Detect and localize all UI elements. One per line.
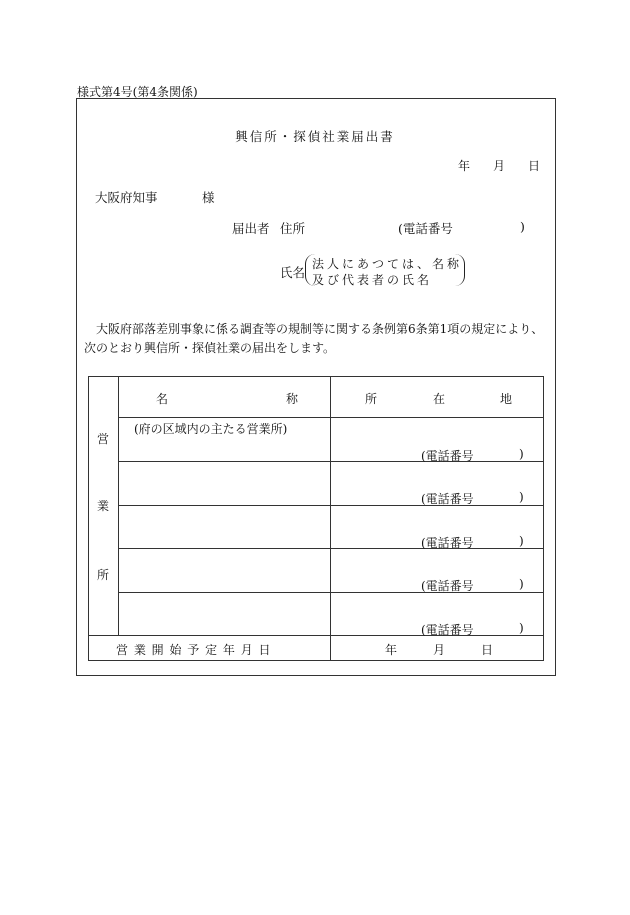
- side-label-char: 所: [97, 568, 110, 582]
- table-footer-divider: [88, 635, 544, 636]
- form-number-caption: 様式第4号(第4条関係): [77, 85, 198, 99]
- row-phone-label: (電話番号: [421, 579, 474, 593]
- start-month-label: 月: [433, 643, 446, 657]
- table-center-divider: [330, 376, 331, 661]
- name-note-line2: 及び代表者の氏名: [312, 273, 433, 287]
- addressee: 大阪府知事: [95, 190, 158, 205]
- start-day-label: 日: [481, 643, 494, 657]
- main-office-note: (府の区域内の主たる営業所): [134, 422, 288, 436]
- date-year-label: 年: [458, 159, 471, 173]
- col-header-location: 地: [500, 392, 513, 406]
- col-header-location: 在: [433, 392, 446, 406]
- table-row-divider: [118, 592, 544, 593]
- row-phone-close: ): [519, 490, 524, 504]
- col-header-name: 名: [156, 392, 169, 406]
- row-phone-close: ): [519, 447, 524, 461]
- row-phone-label: (電話番号: [421, 623, 474, 637]
- table-row-divider: [118, 548, 544, 549]
- col-header-location: 所: [365, 392, 378, 406]
- body-paragraph: 大阪府部落差別事象に係る調査等の規制等に関する条例第6条第1項の規定により、次のとおり興信所・探偵社業の届出をします。: [84, 322, 544, 355]
- row-phone-close: ): [519, 621, 524, 635]
- address-label: 住所: [280, 221, 306, 236]
- row-phone-label: (電話番号: [421, 449, 474, 463]
- form-title: 興信所・探偵社業届出書: [235, 129, 395, 144]
- notifier-label: 届出者: [232, 221, 270, 236]
- notifier-phone-label: (電話番号: [398, 221, 453, 236]
- side-label-char: 営: [97, 432, 110, 446]
- notifier-phone-close: ): [520, 219, 525, 234]
- col-header-name: 称: [286, 392, 299, 406]
- table-row-divider: [118, 461, 544, 462]
- business-office-table: [88, 376, 544, 661]
- honorific: 様: [202, 190, 215, 205]
- row-phone-close: ): [519, 577, 524, 591]
- row-phone-label: (電話番号: [421, 492, 474, 506]
- date-day-label: 日: [528, 159, 541, 173]
- table-header-divider: [118, 417, 544, 418]
- row-phone-close: ): [519, 534, 524, 548]
- name-label: 氏名: [280, 265, 306, 280]
- date-month-label: 月: [493, 159, 506, 173]
- table-row-divider: [118, 505, 544, 506]
- name-note-line1: 法人にあつては、名称: [312, 257, 463, 271]
- start-date-label: 営 業 開 始 予 定 年 月 日: [116, 643, 272, 657]
- start-year-label: 年: [385, 643, 398, 657]
- side-label-char: 業: [97, 499, 110, 513]
- row-phone-label: (電話番号: [421, 536, 474, 550]
